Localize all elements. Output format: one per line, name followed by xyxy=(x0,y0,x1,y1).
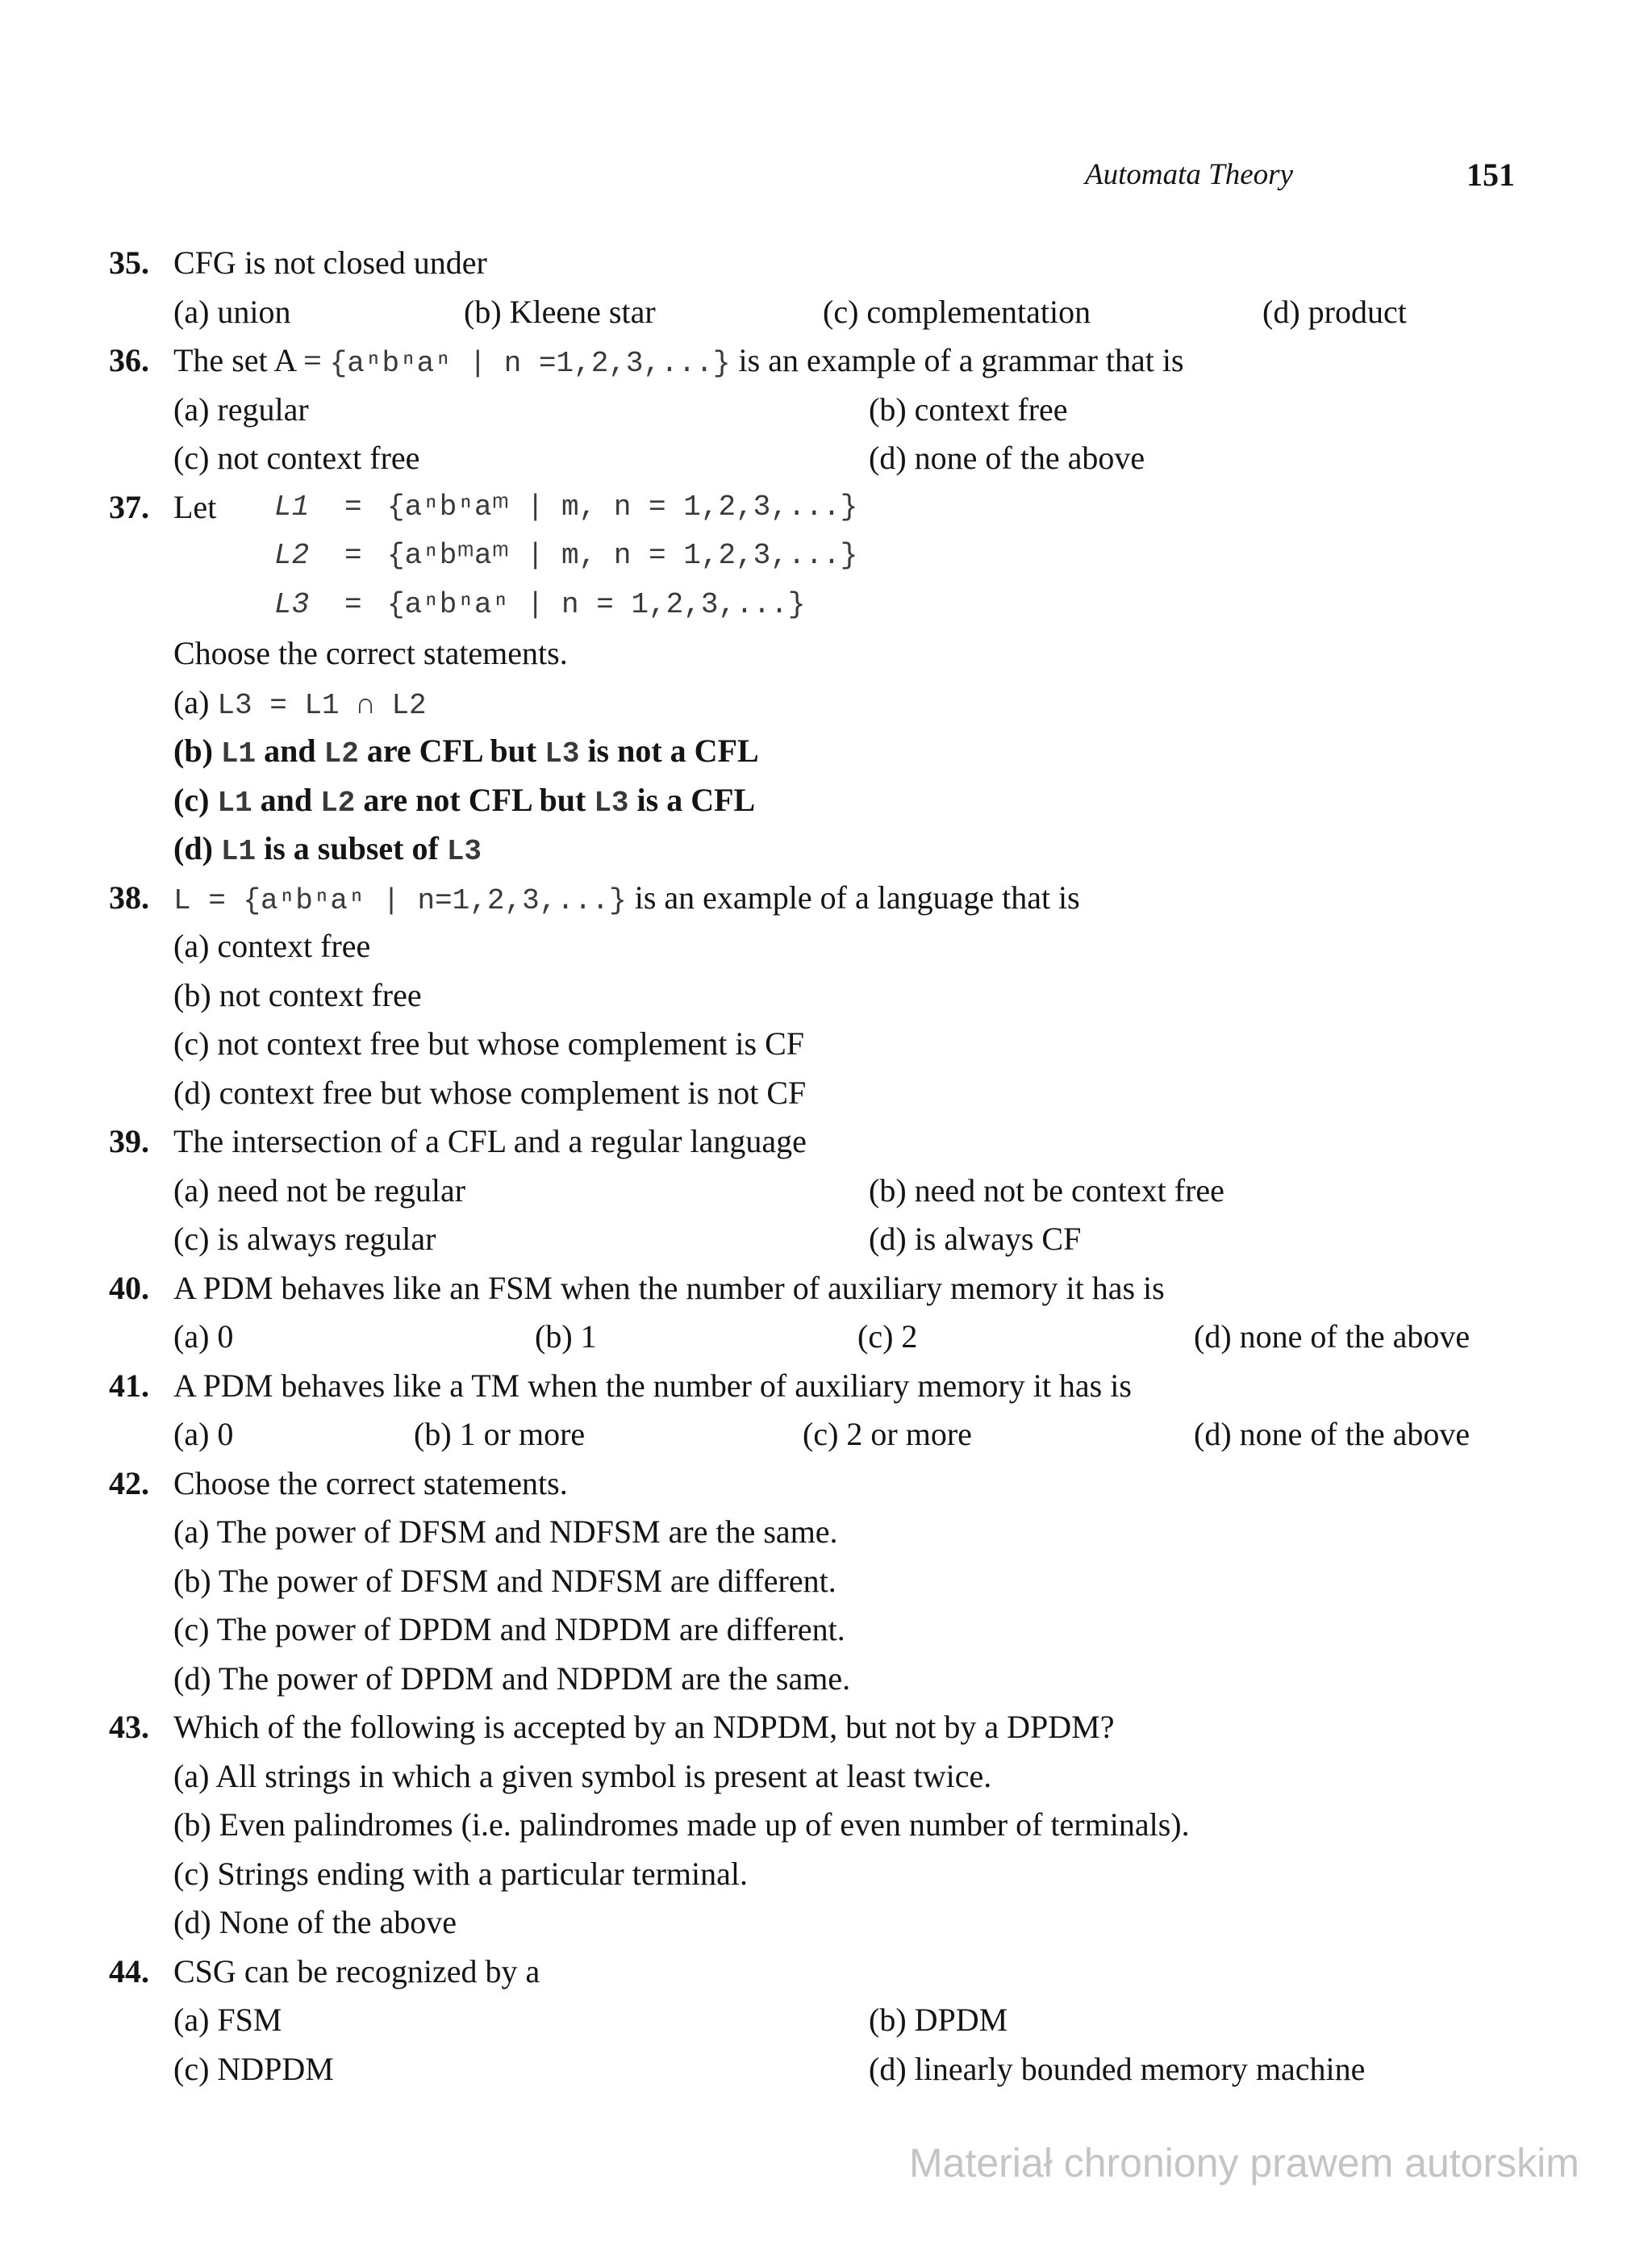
set-expression: L = {aⁿbⁿaⁿ | n=1,2,3,...} xyxy=(173,883,627,917)
option-b: (b) L1 and L2 are CFL but L3 is not a CFL xyxy=(173,733,759,770)
options-row xyxy=(109,1215,1553,1264)
question-text: Which of the following is accepted by an NDPDM, but not by a DPDM? xyxy=(173,1709,1115,1745)
option-b: (b) 1 xyxy=(535,1318,597,1355)
option-b: (b) Kleene star xyxy=(464,293,656,330)
question-text: The intersection of a CFL and a regular language xyxy=(173,1123,807,1159)
option-c: (c) 2 or more xyxy=(803,1416,972,1452)
option-b: (b) context free xyxy=(869,390,1068,428)
options-row xyxy=(109,434,1553,483)
options-row xyxy=(109,1996,1553,2045)
definition-equals: = xyxy=(344,587,362,621)
question-38 xyxy=(109,874,1553,923)
option-c: (c) NDPDM xyxy=(173,2050,334,2087)
question-text: A PDM behaves like a TM when the number of auxiliary memory it has is xyxy=(173,1367,1132,1404)
question-number: 43. xyxy=(109,1709,149,1745)
option-b: (b) The power of DFSM and NDFSM are different. xyxy=(173,1562,836,1599)
option-a: (a) FSM xyxy=(173,2002,282,2038)
option-b: (b) DPDM xyxy=(869,2002,1008,2038)
option-b: (b) not context free xyxy=(173,976,422,1013)
question-list xyxy=(109,239,1553,2094)
definition-row xyxy=(109,532,1553,581)
question-number: 44. xyxy=(109,1952,149,1989)
options-row xyxy=(109,386,1553,435)
option-d: (d) product xyxy=(1262,293,1407,330)
option-a: (a) 0 xyxy=(173,1318,234,1355)
option-d: (d) linearly bounded memory machine xyxy=(869,2050,1366,2087)
copyright-watermark: Materiał chroniony prawem autorskim xyxy=(909,2140,1579,2186)
options-row xyxy=(109,1167,1553,1216)
option-c: (c) 2 xyxy=(857,1318,918,1355)
question-text: Choose the correct statements. xyxy=(173,1464,568,1501)
definition-body: {aⁿbᵐaᵐ | m, n = 1,2,3,...} xyxy=(387,539,858,572)
question-42 xyxy=(109,1459,1553,1509)
question-40 xyxy=(109,1264,1553,1313)
question-number: 42. xyxy=(109,1464,149,1501)
option-c: (c) Strings ending with a particular terminal. xyxy=(173,1855,749,1892)
option-c: (c) not context free but whose complement is CF xyxy=(173,1025,805,1062)
question-37 xyxy=(109,483,1553,532)
question-41 xyxy=(109,1362,1553,1411)
question-number: 36. xyxy=(109,342,149,378)
option-c: (c) L1 and L2 are not CFL but L3 is a CFL xyxy=(173,781,756,820)
option-a: (a) regular xyxy=(173,390,309,428)
question-35 xyxy=(109,239,1553,288)
question-number: 35. xyxy=(109,244,149,281)
question-number: 40. xyxy=(109,1269,149,1306)
definition-row xyxy=(109,581,1553,630)
option-c: (c) complementation xyxy=(823,293,1091,330)
option-d: (d) none of the above xyxy=(869,440,1145,476)
option-a: (a) 0 xyxy=(173,1416,234,1452)
question-text: A PDM behaves like an FSM when the number of auxiliary memory it has is xyxy=(173,1269,1165,1306)
page-header xyxy=(0,157,1652,206)
option-b: (b) Even palindromes (i.e. palindromes made up of even number of terminals). xyxy=(173,1806,1190,1843)
option-a: (a) L3 = L1 ∩ L2 xyxy=(173,683,427,722)
question-text: CSG can be recognized by a xyxy=(173,1952,540,1989)
option-d: (d) none of the above xyxy=(1194,1416,1471,1452)
definition-name: L2 xyxy=(274,539,310,572)
option-c: (c) is always regular xyxy=(173,1221,436,1257)
question-text: The set A = {aⁿbⁿaⁿ | n =1,2,3,...} is an example of a grammar that is xyxy=(173,342,1184,380)
question-number: 37. xyxy=(109,488,149,525)
question-text: CFG is not closed under xyxy=(173,244,487,281)
question-text: L = {aⁿbⁿaⁿ | n=1,2,3,...} is an example of a language that is xyxy=(173,879,1080,917)
question-43 xyxy=(109,1703,1553,1752)
option-b: (b) need not be context free xyxy=(869,1171,1224,1209)
question-number: 38. xyxy=(109,879,149,916)
question-instruction: Choose the correct statements. xyxy=(173,635,568,671)
option-d: (d) none of the above xyxy=(1194,1318,1471,1355)
instruction-row xyxy=(109,629,1553,678)
question-36 xyxy=(109,336,1553,386)
question-number: 41. xyxy=(109,1367,149,1404)
definition-body: {aⁿbⁿaⁿ | n = 1,2,3,...} xyxy=(387,587,806,621)
option-c: (c) not context free xyxy=(173,440,420,476)
definition-name: L3 xyxy=(274,587,310,621)
definition-equals: = xyxy=(344,490,362,524)
option-d: (d) L1 is a subset of L3 xyxy=(173,830,482,868)
options-row xyxy=(109,2045,1553,2094)
question-44 xyxy=(109,1948,1553,1997)
option-d: (d) context free but whose complement is not CF xyxy=(173,1074,807,1111)
option-a: (a) All strings in which a given symbol is present at least twice. xyxy=(173,1757,992,1794)
option-a: (a) need not be regular xyxy=(173,1171,466,1209)
option-a: (a) The power of DFSM and NDFSM are the same. xyxy=(173,1513,838,1550)
option-d: (d) is always CF xyxy=(869,1221,1082,1257)
running-title: Automata Theory xyxy=(1085,158,1293,191)
option-b: (b) 1 or more xyxy=(414,1416,586,1452)
question-39 xyxy=(109,1117,1553,1167)
question-lead: Let xyxy=(173,488,217,525)
options-row xyxy=(109,1313,1553,1362)
option-d: (d) The power of DPDM and NDPDM are the same. xyxy=(173,1660,851,1697)
definition-body: {aⁿbⁿaᵐ | m, n = 1,2,3,...} xyxy=(387,490,858,524)
set-expression: {aⁿbⁿaⁿ | n =1,2,3,...} xyxy=(329,347,731,380)
option-a: (a) union xyxy=(173,293,291,330)
definition-equals: = xyxy=(344,539,362,572)
option-d: (d) None of the above xyxy=(173,1904,457,1940)
definition-name: L1 xyxy=(274,490,310,524)
options-row xyxy=(109,1410,1553,1459)
option-a: (a) context free xyxy=(173,928,371,964)
page-number: 151 xyxy=(1466,157,1515,193)
option-c: (c) The power of DPDM and NDPDM are different. xyxy=(173,1611,845,1647)
options-row xyxy=(109,288,1553,337)
question-number: 39. xyxy=(109,1123,149,1159)
